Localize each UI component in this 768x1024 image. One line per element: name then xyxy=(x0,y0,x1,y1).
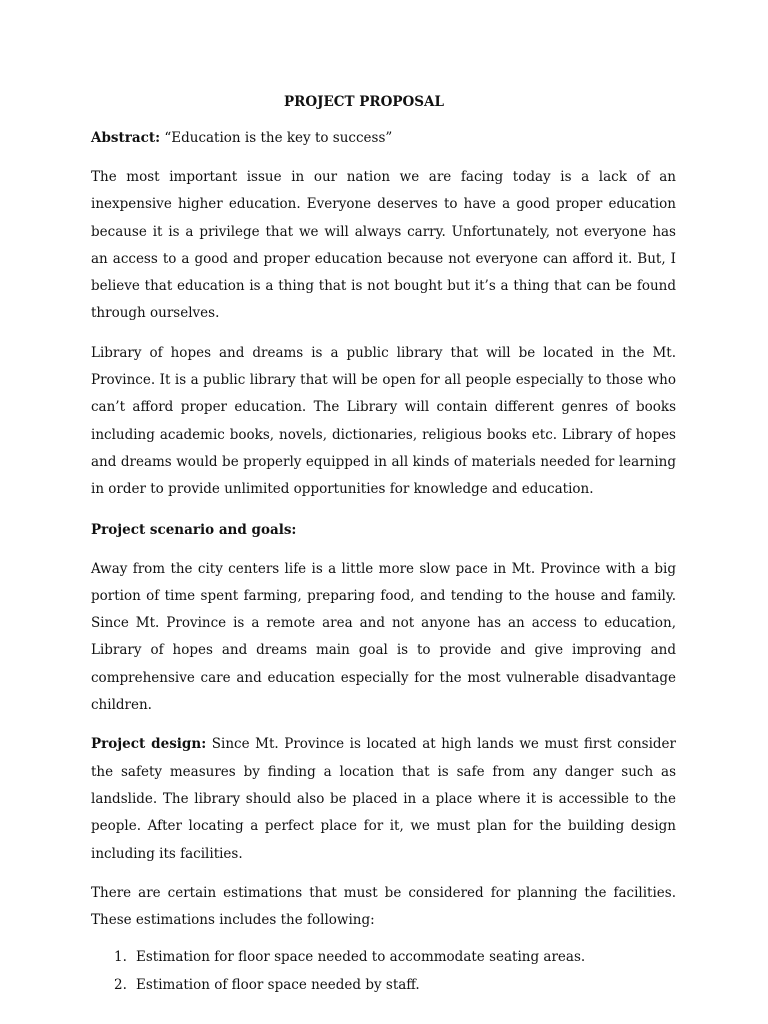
list-item-text: Estimation for floor space needed to accommodate seating areas. xyxy=(136,949,586,966)
abstract-line xyxy=(91,128,676,148)
paragraph-scenario: Away from the city centers life is a little more slow pace in Mt. Province with a big portion of time spent farming, preparing food, and tending to the house and family. Since Mt. Province is a remote area and not anyone has an access to education, Library of hopes and dreams main goal is to provide and give improving and comprehensive care and education especially for the most vulnerable disadvantage children. xyxy=(91,560,676,714)
document-page xyxy=(91,88,676,999)
paragraph-library: Library of hopes and dreams is a public library that will be located in the Mt. Province. It is a public library that will be open for all people especially to those who can’t afford proper education. The Library will contain different genres of books including academic books, novels, dictionaries, religious books etc. Library of hopes and dreams would be properly equipped in all kinds of materials needed for learning in order to provide unlimited opportunities for knowledge and education. xyxy=(91,344,676,498)
paragraph-estimations-intro: There are certain estimations that must be considered for planning the facilities. These estimations includes the following: xyxy=(91,884,676,929)
estimations-list xyxy=(91,944,676,999)
list-item-text: Estimation of floor space needed by staff. xyxy=(136,976,420,993)
paragraph-intro: The most important issue in our nation we are facing today is a lack of an inexpensive higher education. Everyone deserves to have a good proper education because it is a privilege that we will always carry. Unfortunately, not everyone has an access to a good and proper education because not everyone can afford it. But, I believe that education is a thing that is not bought but it’s a thing that can be found through ourselves. xyxy=(91,169,676,322)
document-title: PROJECT PROPOSAL xyxy=(283,94,445,110)
list-item-number: 1. xyxy=(114,949,127,966)
list-item xyxy=(114,972,676,999)
paragraph-design xyxy=(91,731,676,867)
list-item-number: 2. xyxy=(114,976,127,993)
abstract-quote: “Education is the key to success” xyxy=(164,130,393,146)
design-text: Since Mt. Province is located at high lands we must first consider the safety measures by finding a location that is safe from any danger such as landslide. The library should also be placed in a place where it is accessible to the people. After locating a perfect place for it, we must plan for the building design including its facilities. xyxy=(91,736,676,862)
abstract-label: Abstract: xyxy=(91,130,161,146)
design-label: Project design: xyxy=(91,736,207,753)
list-item xyxy=(114,944,676,971)
scenario-heading: Project scenario and goals: xyxy=(91,521,297,538)
